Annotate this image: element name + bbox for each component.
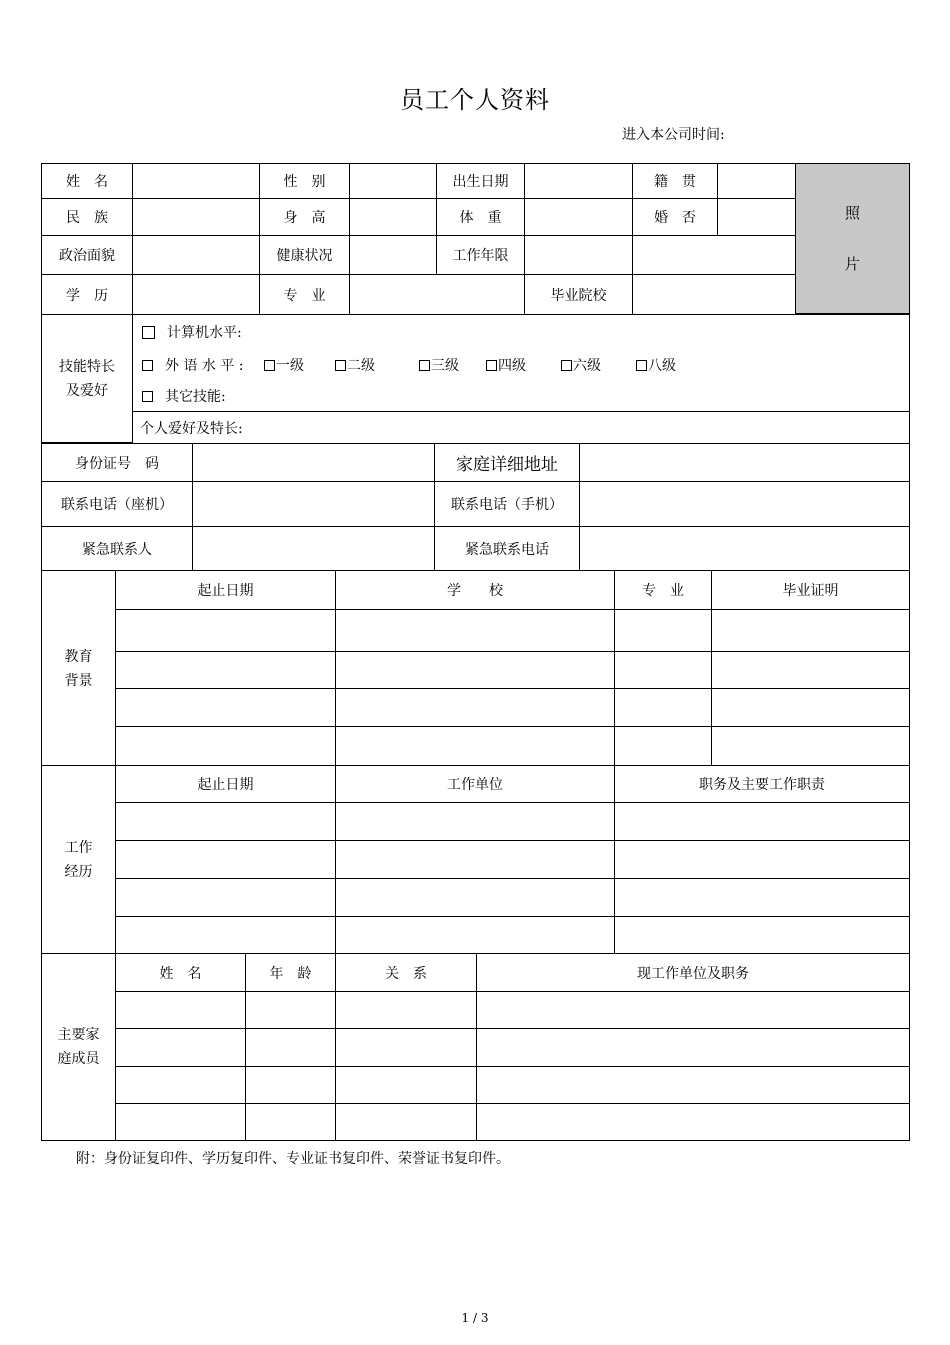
work-cell[interactable] (336, 879, 615, 917)
photo-label-1: 照 (844, 203, 860, 222)
emergency-phone-label: 紧急联系电话 (435, 527, 580, 571)
checkbox-level-3[interactable] (419, 360, 430, 371)
address-field[interactable] (580, 444, 909, 482)
work-label (42, 766, 116, 954)
name-field[interactable] (133, 164, 260, 199)
checkbox-language[interactable] (142, 360, 153, 371)
family-cell[interactable] (116, 1029, 246, 1067)
emergency-contact-label: 紧急联系人 (42, 527, 193, 571)
work-cell[interactable] (336, 841, 615, 879)
mobile-field[interactable] (580, 482, 909, 527)
family-label-line-1: 主要家 (57, 1027, 100, 1043)
level-label-1: 一级 (276, 358, 304, 374)
family-header-employer: 现工作单位及职务 (477, 954, 909, 992)
family-cell[interactable] (336, 1067, 477, 1104)
edu-cell[interactable] (615, 610, 712, 652)
family-cell[interactable] (336, 1029, 477, 1067)
level-label-4: 四级 (498, 358, 526, 374)
family-cell[interactable] (116, 1067, 246, 1104)
edu-cell[interactable] (712, 652, 909, 689)
page-number: 1 / 3 (461, 1311, 489, 1325)
level-option-3[interactable] (419, 349, 459, 381)
gender-label: 性 别 (260, 164, 350, 199)
edu-cell[interactable] (116, 689, 336, 727)
skills-section (42, 314, 909, 443)
education-level-field[interactable] (133, 275, 260, 314)
other-skill-label: 其它技能: (165, 389, 226, 405)
edu-cell[interactable] (615, 689, 712, 727)
education-label-line-2: 背景 (64, 672, 93, 689)
work-cell[interactable] (336, 917, 615, 954)
work-label-line-2: 经历 (64, 864, 93, 880)
computer-skill-label: 计算机水平: (167, 325, 242, 341)
native-place-field[interactable] (718, 164, 796, 199)
marital-field[interactable] (718, 199, 796, 236)
political-field[interactable] (133, 236, 260, 275)
level-label-5: 六级 (573, 358, 601, 374)
edu-cell[interactable] (615, 652, 712, 689)
gender-field[interactable] (350, 164, 437, 199)
height-label: 身 高 (260, 199, 350, 236)
birth-date-field[interactable] (525, 164, 633, 199)
education-section (42, 570, 909, 766)
family-cell[interactable] (336, 1104, 477, 1140)
family-cell[interactable] (246, 992, 336, 1029)
family-cell[interactable] (246, 1029, 336, 1067)
education-label (42, 571, 116, 766)
checkbox-other[interactable] (142, 391, 153, 402)
edu-cell[interactable] (116, 727, 336, 766)
ethnicity-label: 民 族 (42, 199, 133, 236)
work-years-label: 工作年限 (437, 236, 525, 275)
family-cell[interactable] (477, 992, 909, 1029)
skills-label-line-2: 及爱好 (66, 382, 108, 399)
hobbies-row[interactable] (132, 412, 910, 443)
political-label: 政治面貌 (42, 236, 133, 275)
mobile-label: 联系电话（手机） (435, 482, 580, 527)
edu-cell[interactable] (336, 727, 615, 766)
checkbox-level-4[interactable] (486, 360, 497, 371)
family-cell[interactable] (477, 1029, 909, 1067)
employee-form (41, 163, 910, 1141)
level-option-2[interactable] (335, 349, 375, 381)
family-cell[interactable] (116, 992, 246, 1029)
family-label-line-2: 庭成员 (57, 1051, 100, 1067)
work-cell[interactable] (615, 803, 909, 841)
address-label: 家庭详细地址 (435, 444, 580, 482)
work-cell[interactable] (116, 879, 336, 917)
work-section (42, 765, 909, 954)
health-label: 健康状况 (260, 236, 350, 275)
edu-header-major: 专 业 (615, 571, 712, 610)
emergency-phone-field[interactable] (580, 527, 909, 571)
work-cell[interactable] (615, 841, 909, 879)
native-place-label: 籍 贯 (633, 164, 718, 199)
work-cell[interactable] (336, 803, 615, 841)
weight-field[interactable] (525, 199, 633, 236)
family-cell[interactable] (246, 1067, 336, 1104)
checkbox-level-2[interactable] (335, 360, 346, 371)
major-label: 专 业 (260, 275, 350, 314)
landline-field[interactable] (193, 482, 435, 527)
id-number-label: 身份证号 码 (42, 444, 193, 482)
edu-cell[interactable] (712, 610, 909, 652)
emergency-contact-field[interactable] (193, 527, 435, 571)
school-field[interactable] (633, 275, 796, 314)
basic-info-section (42, 164, 909, 314)
edu-cell[interactable] (712, 727, 909, 766)
work-header-employer: 工作单位 (336, 766, 615, 803)
family-section (42, 953, 909, 1140)
family-cell[interactable] (116, 1104, 246, 1140)
family-header-name: 姓 名 (116, 954, 246, 992)
name-label: 姓 名 (42, 164, 133, 199)
edu-header-certificate: 毕业证明 (712, 571, 909, 610)
contact-section (42, 443, 909, 571)
id-number-field[interactable] (193, 444, 435, 482)
work-header-duties: 职务及主要工作职责 (615, 766, 909, 803)
weight-label: 体 重 (437, 199, 525, 236)
work-years-extra-field[interactable] (633, 236, 796, 275)
edu-cell[interactable] (336, 610, 615, 652)
level-label-6: 八级 (648, 358, 676, 374)
language-skill-label: 外 语 水 平 : (165, 358, 244, 374)
page-title: 员工个人资料 (400, 86, 550, 114)
work-label-line-1: 工作 (64, 840, 93, 856)
skills-label-line-1: 技能特长 (59, 358, 115, 375)
marital-label: 婚 否 (633, 199, 718, 236)
edu-header-dates: 起止日期 (116, 571, 336, 610)
major-field[interactable] (350, 275, 525, 314)
computer-skill-row (132, 315, 910, 349)
work-cell[interactable] (615, 917, 909, 954)
family-label (42, 954, 116, 1140)
ethnicity-field[interactable] (133, 199, 260, 236)
work-years-field[interactable] (525, 236, 633, 275)
family-cell[interactable] (246, 1104, 336, 1140)
edu-cell[interactable] (336, 652, 615, 689)
height-field[interactable] (350, 199, 437, 236)
hobbies-label: 个人爱好及特长: (140, 420, 243, 437)
family-cell[interactable] (477, 1067, 909, 1104)
landline-label: 联系电话（座机） (42, 482, 193, 527)
family-cell[interactable] (336, 992, 477, 1029)
edu-header-school: 学 校 (336, 571, 615, 610)
checkbox-level-1[interactable] (264, 360, 275, 371)
school-label: 毕业院校 (525, 275, 633, 314)
attachments-note: 附：身份证复印件、学历复印件、专业证书复印件、荣誉证书复印件。 (76, 1151, 510, 1167)
family-header-relation: 关 系 (336, 954, 477, 992)
photo-label-2: 片 (844, 254, 860, 273)
work-cell[interactable] (116, 917, 336, 954)
work-header-dates: 起止日期 (116, 766, 336, 803)
other-skill-row (132, 381, 910, 412)
work-cell[interactable] (116, 841, 336, 879)
education-level-label: 学 历 (42, 275, 133, 314)
photo-box[interactable] (796, 164, 909, 314)
edu-cell[interactable] (336, 689, 615, 727)
level-option-5[interactable] (561, 349, 601, 381)
birth-date-label: 出生日期 (437, 164, 525, 199)
education-label-line-1: 教育 (64, 648, 93, 665)
checkbox-computer[interactable] (142, 326, 155, 339)
family-header-age: 年 龄 (246, 954, 336, 992)
family-cell[interactable] (477, 1104, 909, 1140)
health-field[interactable] (350, 236, 437, 275)
edu-cell[interactable] (615, 727, 712, 766)
checkbox-level-6[interactable] (636, 360, 647, 371)
level-label-2: 二级 (347, 358, 375, 374)
edu-cell[interactable] (712, 689, 909, 727)
edu-cell[interactable] (116, 610, 336, 652)
level-option-6[interactable] (636, 349, 676, 381)
work-cell[interactable] (615, 879, 909, 917)
checkbox-level-5[interactable] (561, 360, 572, 371)
work-cell[interactable] (116, 803, 336, 841)
hire-date-label: 进入本公司时间: (622, 127, 725, 143)
level-option-1[interactable] (264, 349, 304, 381)
skills-label (42, 315, 133, 443)
level-label-3: 三级 (431, 358, 459, 374)
edu-cell[interactable] (116, 652, 336, 689)
level-option-4[interactable] (486, 349, 526, 381)
